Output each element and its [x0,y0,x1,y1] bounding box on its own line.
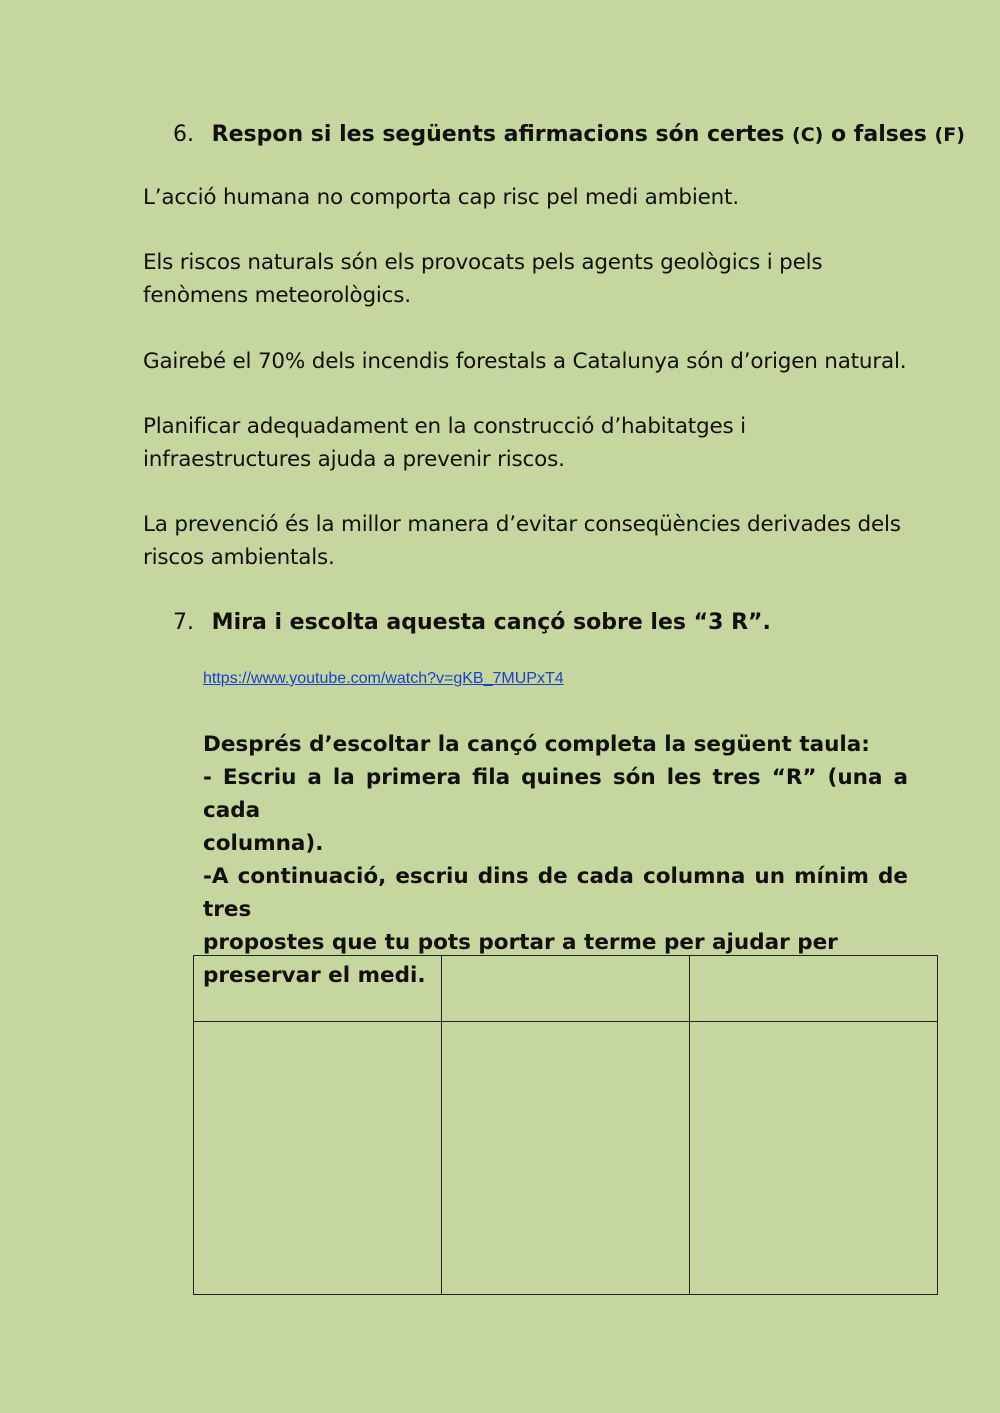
true-marker: (C) [792,124,824,146]
three-r-table [193,955,938,1295]
instruction-line: Després d’escoltar la cançó completa la següent taula: [203,732,870,757]
statement-5[interactable] [143,508,901,574]
proposals-cell-3[interactable] [690,1022,938,1295]
question-7-number: 7. [173,610,194,635]
r-name-cell-1[interactable] [194,956,442,1022]
table-header-row [194,956,938,1022]
r-name-cell-2[interactable] [442,956,690,1022]
statement-line: L’acció humana no comporta cap risc pel medi ambient. [143,185,739,210]
instruction-line: - Escriu a la primera fila quines són les tres “R” (una a cada [203,765,908,823]
question-7-title [173,610,771,635]
table-proposals-row [194,1022,938,1295]
statement-2[interactable] [143,246,822,312]
statement-line: La prevenció és la millor manera d’evitar conseqüències derivades dels [143,512,901,537]
statement-line: Gairebé el 70% dels incendis forestals a Catalunya són d’origen natural. [143,349,907,374]
instruction-line: preservar el medi. [203,963,426,988]
statement-line: Planificar adequadament en la construcció d’habitatges i [143,414,746,439]
question-6-number: 6. [173,122,194,147]
statement-3[interactable] [143,345,906,378]
instruction-line: columna). [203,831,324,856]
r-name-cell-3[interactable] [690,956,938,1022]
question-6-connector: o falses [831,122,927,147]
statement-line: fenòmens meteorològics. [143,283,411,308]
statement-4[interactable] [143,410,746,476]
question-6-title [173,122,965,147]
statement-line: Els riscos naturals són els provocats pels agents geològics i pels [143,250,823,275]
statement-line: riscos ambientals. [143,545,335,570]
instructions [203,728,908,992]
question-7-text: Mira i escolta aquesta cançó sobre les “3 R”. [211,610,771,635]
youtube-link[interactable]: https://www.youtube.com/watch?v=gKB_7MUPxT4 [203,670,564,687]
statement-1[interactable] [143,181,739,214]
statement-line: infraestructures ajuda a prevenir riscos. [143,447,565,472]
false-marker: (F) [934,124,965,146]
proposals-cell-1[interactable] [194,1022,442,1295]
instruction-line: propostes que tu pots portar a terme per ajudar per [203,930,838,955]
proposals-cell-2[interactable] [442,1022,690,1295]
instruction-line: -A continuació, escriu dins de cada columna un mínim de tres [203,864,908,922]
question-6-text: Respon si les següents afirmacions són certes [211,122,785,147]
